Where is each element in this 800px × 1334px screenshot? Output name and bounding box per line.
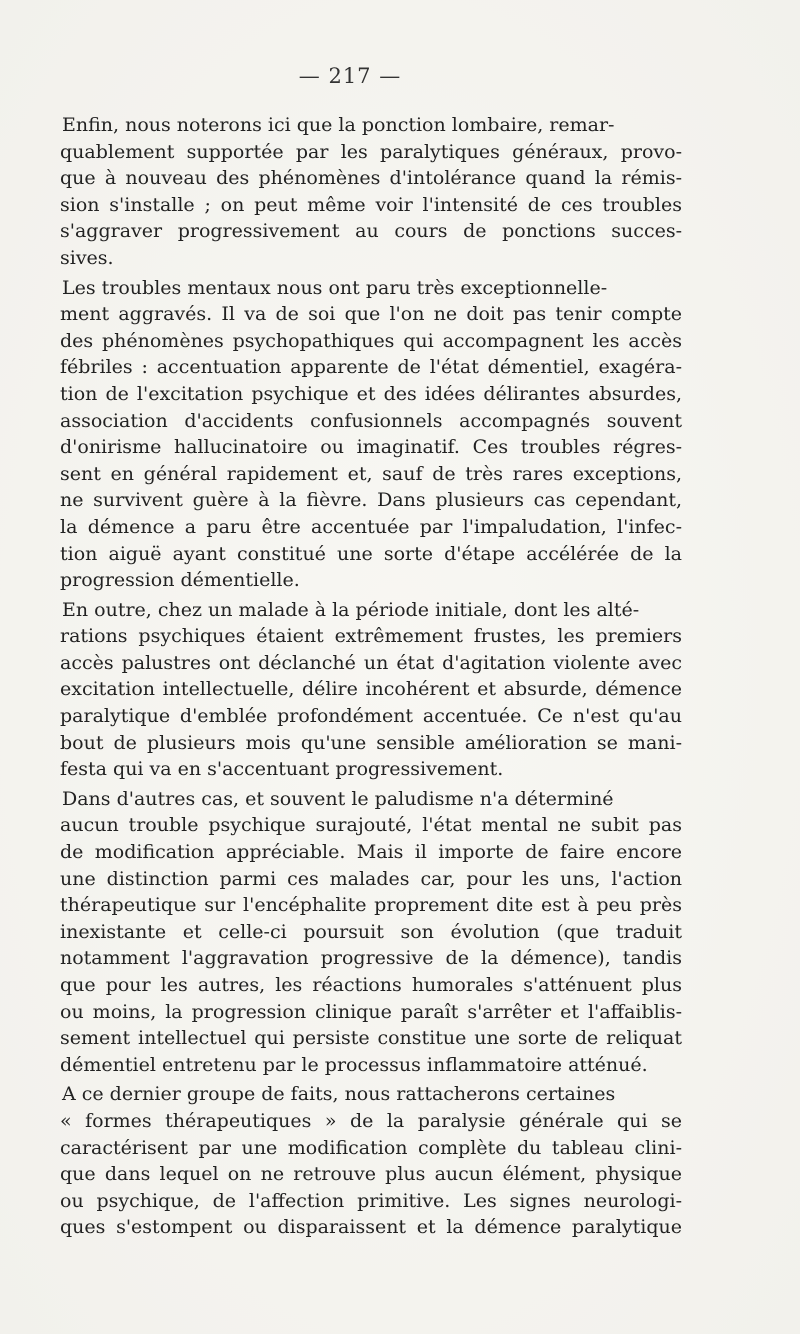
- paragraph: [60, 597, 682, 783]
- text-line: Enfin, nous noterons ici que la ponction lombaire, remar-: [62, 114, 615, 136]
- text-line: démentiel entretenu par le processus inflammatoire atténué.: [60, 1053, 648, 1076]
- text-line: la démence a paru être accentuée par l'impaludation, l'infec-: [60, 515, 682, 538]
- text-line: aucun trouble psychique surajouté, l'état mental ne subit pas: [60, 814, 682, 837]
- text-line: ou moins, la progression clinique paraît s'arrêter et l'affaiblis-: [60, 1000, 682, 1023]
- text-line: ques s'estompent ou disparaissent et la démence paralytique: [60, 1216, 682, 1239]
- text-line: sent en général rapidement et, sauf de très rares exceptions,: [60, 462, 682, 485]
- text-line: festa qui va en s'accentuant progressivement.: [60, 758, 504, 781]
- paragraph: [60, 275, 682, 594]
- paragraph: [60, 786, 682, 1079]
- text-line: rations psychiques étaient extrêmement frustes, les premiers: [60, 625, 682, 648]
- text-line: que pour les autres, les réactions humorales s'atténuent plus: [60, 974, 682, 996]
- text-line: notamment l'aggravation progressive de la démence), tandis: [60, 947, 682, 970]
- text-line: En outre, chez un malade à la période initiale, dont les alté-: [62, 598, 640, 621]
- text-line: des phénomènes psychopathiques qui accompagnent les accès: [60, 329, 682, 352]
- text-line: de modification appréciable. Mais il importe de faire encore: [60, 841, 682, 864]
- page-number: — 217 —: [298, 64, 402, 88]
- text-line: sives.: [60, 246, 114, 269]
- text-line: que à nouveau des phénomènes d'intolérance quand la rémis-: [60, 167, 682, 190]
- text-line: sement intellectuel qui persiste constitue une sorte de reliquat: [60, 1027, 682, 1050]
- text-line: inexistante et celle-ci poursuit son évolution (que traduit: [60, 920, 682, 943]
- text-line: que dans lequel on ne retrouve plus aucun élément, physique: [60, 1163, 682, 1186]
- text-line: s'aggraver progressivement au cours de ponctions succes-: [60, 220, 682, 243]
- text-line: A ce dernier groupe de faits, nous rattacherons certaines: [62, 1083, 616, 1106]
- text-line: ou psychique, de l'affection primitive. Les signes neurologi-: [60, 1189, 682, 1212]
- text-line: accès palustres ont déclanché un état d'agitation violente avec: [60, 651, 682, 674]
- text-line: progression démentielle.: [60, 569, 300, 592]
- text-line: association d'accidents confusionnels accompagnés souvent: [60, 409, 682, 432]
- paragraph: [60, 1081, 682, 1241]
- text-line: d'onirisme hallucinatoire ou imaginatif. Ces troubles régres-: [60, 436, 682, 459]
- text-line: thérapeutique sur l'encéphalite proprement dite est à peu près: [60, 894, 682, 917]
- text-line: fébriles : accentuation apparente de l'état démentiel, exagéra-: [60, 356, 682, 379]
- text-line: une distinction parmi ces malades car, pour les uns, l'action: [60, 867, 682, 890]
- text-line: Les troubles mentaux nous ont paru très exceptionnelle-: [62, 276, 608, 299]
- text-line: paralytique d'emblée profondément accentuée. Ce n'est qu'au: [60, 705, 682, 728]
- text-line: bout de plusieurs mois qu'une sensible amélioration se mani-: [60, 731, 682, 754]
- text-line: « formes thérapeutiques » de la paralysie générale qui se: [60, 1109, 682, 1132]
- text-line: excitation intellectuelle, délire incohérent et absurde, démence: [60, 678, 682, 701]
- text-line: tion aiguë ayant constitué une sorte d'étape accélérée de la: [60, 542, 682, 565]
- text-line: quablement supportée par les paralytiques généraux, provo-: [60, 140, 682, 163]
- paragraph: [60, 112, 682, 272]
- text-line: sion s'installe ; on peut même voir l'intensité de ces troubles: [60, 193, 682, 216]
- text-line: ne survivent guère à la fièvre. Dans plusieurs cas cependant,: [60, 489, 682, 512]
- body-text: [60, 112, 682, 1244]
- text-line: ment aggravés. Il va de soi que l'on ne doit pas tenir compte: [60, 303, 682, 326]
- text-line: Dans d'autres cas, et souvent le paludisme n'a déterminé: [62, 787, 614, 810]
- text-line: caractérisent par une modification complète du tableau clini-: [60, 1136, 682, 1159]
- text-line: tion de l'excitation psychique et des idées délirantes absurdes,: [60, 382, 682, 405]
